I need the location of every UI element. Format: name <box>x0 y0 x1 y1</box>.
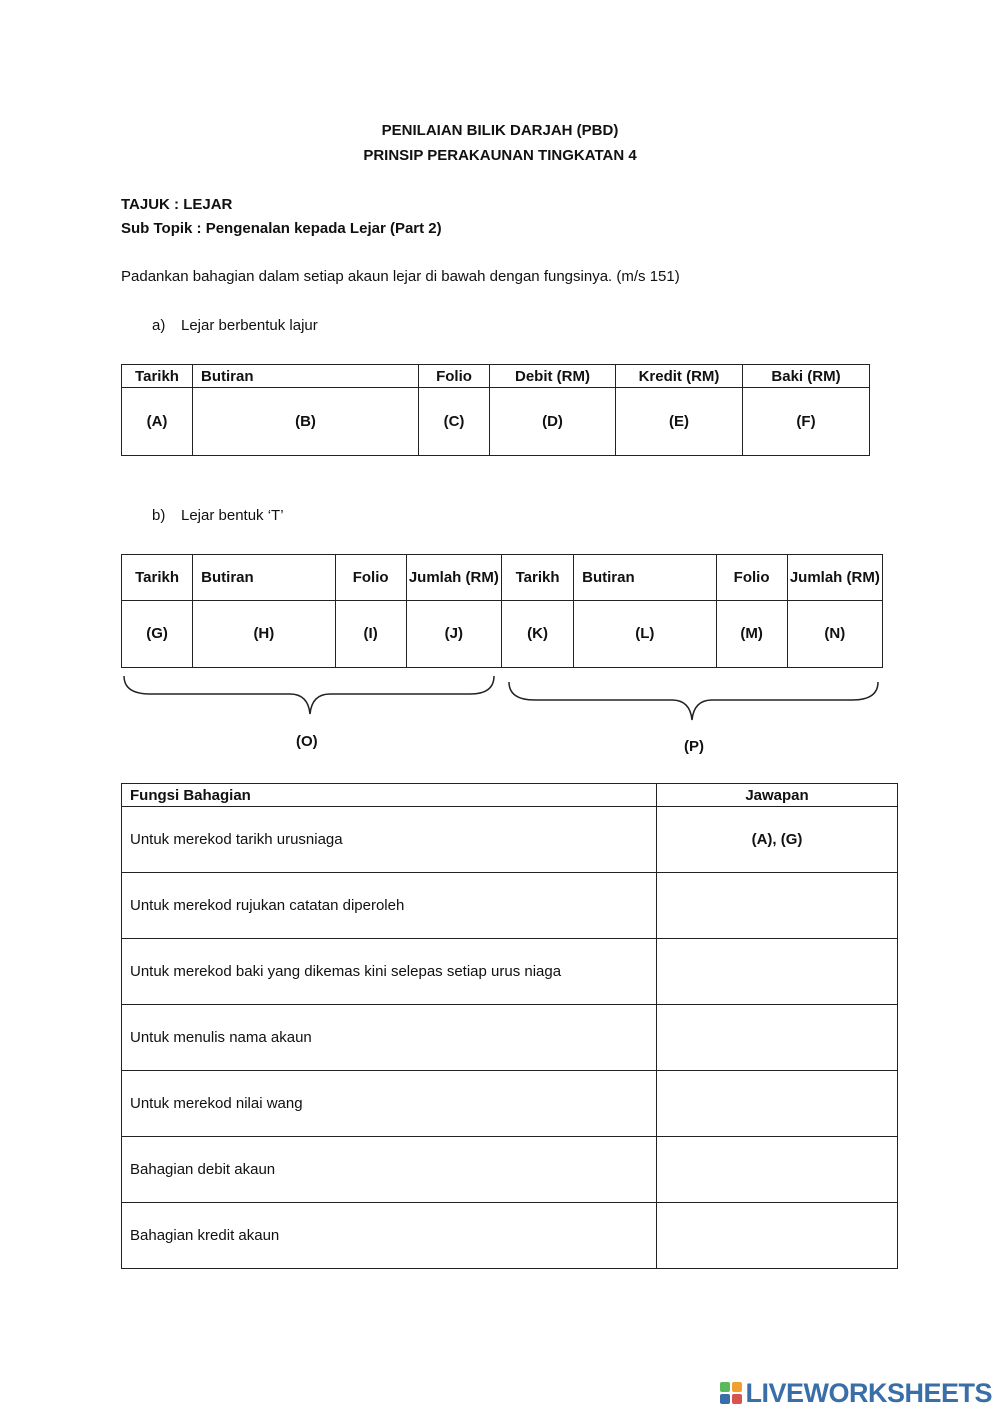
fungsi-cell: Untuk merekod tarikh urusniaga <box>122 807 657 873</box>
fungsi-cell: Untuk menulis nama akaun <box>122 1005 657 1071</box>
cell-a: (A) <box>122 388 193 456</box>
table-row <box>122 807 898 873</box>
header-butiran-kredit: Butiran <box>574 555 716 601</box>
header-butiran: Butiran <box>193 365 419 388</box>
header-baki: Baki (RM) <box>743 365 870 388</box>
cell-k: (K) <box>501 601 573 668</box>
page-title-line1: PENILAIAN BILIK DARJAH (PBD) <box>381 122 619 139</box>
table-row <box>122 1005 898 1071</box>
header-tarikh-debit: Tarikh <box>122 555 193 601</box>
section-a-title: Lejar berbentuk lajur <box>181 317 318 334</box>
fungsi-cell: Bahagian kredit akaun <box>122 1203 657 1269</box>
cell-d: (D) <box>490 388 616 456</box>
header-tarikh: Tarikh <box>122 365 193 388</box>
fungsi-cell: Bahagian debit akaun <box>122 1137 657 1203</box>
cell-n: (N) <box>787 601 882 668</box>
liveworksheets-logo <box>720 1378 992 1408</box>
header-butiran-debit: Butiran <box>193 555 335 601</box>
brace-label-o: (O) <box>296 733 318 750</box>
topic-title: TAJUK : LEJAR <box>121 196 233 213</box>
cell-l: (L) <box>574 601 716 668</box>
section-b-letter: b) <box>152 507 166 524</box>
section-a-letter: a) <box>152 317 166 334</box>
cell-c: (C) <box>419 388 490 456</box>
header-tarikh-kredit: Tarikh <box>501 555 573 601</box>
section-a-heading <box>152 317 318 334</box>
cell-h: (H) <box>193 601 335 668</box>
answer-cell[interactable] <box>657 873 898 939</box>
table-row <box>122 939 898 1005</box>
logo-square-icon <box>732 1394 742 1404</box>
matching-table <box>121 783 898 1269</box>
header-jawapan: Jawapan <box>657 784 898 807</box>
cell-f: (F) <box>743 388 870 456</box>
cell-i: (I) <box>335 601 406 668</box>
section-b-heading <box>152 507 284 524</box>
header-kredit: Kredit (RM) <box>616 365 743 388</box>
answer-cell[interactable] <box>657 1203 898 1269</box>
instruction-text: Padankan bahagian dalam setiap akaun lejar di bawah dengan fungsinya. (m/s 151) <box>121 268 680 285</box>
cell-j: (J) <box>406 601 501 668</box>
curly-braces <box>0 670 1000 730</box>
answer-cell[interactable]: (A), (G) <box>657 807 898 873</box>
answer-cell[interactable] <box>657 1005 898 1071</box>
header-debit: Debit (RM) <box>490 365 616 388</box>
cell-e: (E) <box>616 388 743 456</box>
brace-label-p: (P) <box>684 738 704 755</box>
logo-square-icon <box>732 1382 742 1392</box>
header-folio-debit: Folio <box>335 555 406 601</box>
logo-mark-icon <box>720 1382 742 1404</box>
table-row <box>122 873 898 939</box>
table-row <box>122 1203 898 1269</box>
columnar-ledger-table <box>121 364 870 456</box>
cell-g: (G) <box>122 601 193 668</box>
sub-topic-title: Sub Topik : Pengenalan kepada Lejar (Part 2) <box>121 220 442 237</box>
logo-square-icon <box>720 1394 730 1404</box>
answer-cell[interactable] <box>657 939 898 1005</box>
answer-cell[interactable] <box>657 1071 898 1137</box>
section-b-title: Lejar bentuk ‘T’ <box>181 507 284 524</box>
t-ledger-table <box>121 554 883 668</box>
answer-cell[interactable] <box>657 1137 898 1203</box>
table-row <box>122 1137 898 1203</box>
brace-left <box>124 676 494 714</box>
table-row <box>122 1071 898 1137</box>
header-jumlah-debit: Jumlah (RM) <box>406 555 501 601</box>
header-fungsi: Fungsi Bahagian <box>122 784 657 807</box>
brace-right <box>509 682 878 720</box>
page-title-line2: PRINSIP PERAKAUNAN TINGKATAN 4 <box>363 147 637 164</box>
fungsi-cell: Untuk merekod rujukan catatan diperoleh <box>122 873 657 939</box>
logo-square-icon <box>720 1382 730 1392</box>
cell-m: (M) <box>716 601 787 668</box>
fungsi-cell: Untuk merekod baki yang dikemas kini selepas setiap urus niaga <box>122 939 657 1005</box>
cell-b: (B) <box>193 388 419 456</box>
fungsi-cell: Untuk merekod nilai wang <box>122 1071 657 1137</box>
header-folio-kredit: Folio <box>716 555 787 601</box>
logo-text: LIVEWORKSHEETS <box>745 1377 992 1408</box>
header-jumlah-kredit: Jumlah (RM) <box>787 555 882 601</box>
header-folio: Folio <box>419 365 490 388</box>
